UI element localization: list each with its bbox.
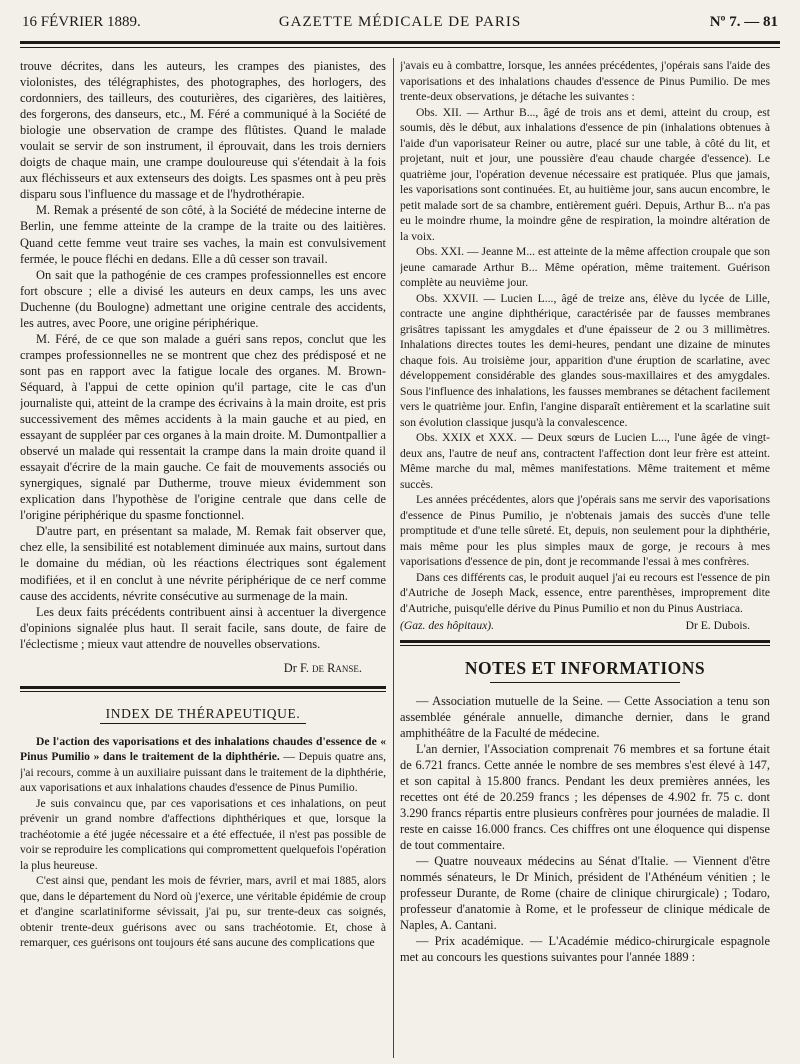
observation-paragraph: Obs. XXI. — Jeanne M... est atteinte de la même affection croupale que son jeune camarade Arthur B... Même opération, même traitement. Guérison complète au neuvième jour.: [400, 245, 770, 289]
issue-date: 16 FÉVRIER 1889.: [22, 14, 141, 30]
right-column: [400, 58, 770, 1058]
article-paragraph: Dans ces différents cas, le produit auquel j'ai eu recours est l'essence de pin d'Autriche de Joseph Mack, essence, entre parenthèses, improprement dite d'Autriche, puisqu'elle dérive du Pinus Pumilio et non du Pinus Austriaca.: [400, 570, 770, 615]
article-paragraph: Les deux faits précédents contribuent ainsi à accentuer la divergence d'opinions signalée plus haut. Il serait facile, sans doute, de faire de l'éclectisme ; mieux vaut attendre de nouvelles observations.: [20, 604, 386, 651]
note-paragraph: — Quatre nouveaux médecins au Sénat d'Italie. — Viennent d'être nommés sénateurs, le Dr Minich, président de l'Athénéum vénitien ; le professeur Durante, de Rome (chaire de clinique chirurgicale) ; Todaro, professeur d'anatomie à Rome, et le professeur de clinique médicale de Naples, A. Cantani.: [400, 854, 770, 933]
article-paragraph: M. Remak a présenté de son côté, à la Société de médecine interne de Berlin, une femme atteinte de la crampe de la traite ou des laitières. Quand cette femme veut traire ses vaches, la main est convulsivement fermée, le pouce fléchi en dedans. Elle a dû cesser son travail.: [20, 203, 386, 266]
observation-paragraph: Obs. XXVII. — Lucien L..., âgé de treize ans, élève du lycée de Lille, contracte une angine diphthérique, caractérisée par de fausses membranes grisâtres tapissant les amygdales et d'une épaisseur de 2 ou 3 millimètres. Inhalations directes toutes les demi-heures, pendant une dizaine de minutes chaque fois. Au troisième jour, apparition d'une éruption de scarlatine, avec développement considérable des glandes sous-maxillaires et des amygdales. Sous l'influence des inhalations, les fausses membranes se détachent facilement vers le quatrième jour. Enfin, l'angine disparaît entièrement et la scarlatine suit son évolution classique jusqu'à la convalescence.: [400, 291, 770, 429]
article-paragraph: M. Féré, de ce que son malade a guéri sans repos, conclut que les crampes professionnelles ne se montrent que chez des prédisposé et ne sont pas en rapport avec la fatigue locale des organes. M. Brown-Séquard, à l'appui de cette opinion qu'il partage, cite le cas d'un journaliste qui, atteint de la crampe des écrivains à la main droite, est pris successivement des mêmes accidents à la main gauche et au pied, en essayant de suppléer par ces organes à la main droite. M. Dumontpallier a observé un malade qui ressentait la crampe dans la main droite quand il essayait d'écrire de la main gauche. Ce fait de mouvements associés ou synergiques, signalé par Dutherme, trouve mieux évidemment son explication dans l'hypothèse de l'origine centrale que dans celle de l'origine périphérique du spasme fonctionnel.: [20, 331, 386, 523]
left-column: [20, 58, 386, 1058]
signature-prefix: Dr: [283, 660, 300, 675]
observation-paragraph: Obs. XII. — Arthur B..., âgé de trois ans et demi, atteint du croup, est soumis, dès le début, aux inhalations d'essence de pin (inhalations obtenues à l'aide d'un vaporisateur Reiner ou autre, placé sur une table, à côté du lit, et projetant, nuit et jour, une poussière d'eau chaude chargée d'essence). Le quatrième jour, l'opération devenue nécessaire est pratiquée. Plus que jamais, les vaporisations sont continuées. Et, au huitième jour, sans aucun encombre, le petit malade sort de sa chambre, entièrement guéri. Depuis, Arthur B... n'a pas eu le moindre rhume, la moindre gêne de respiration, la moindre altération de la voix.: [400, 105, 770, 243]
article-signature: [20, 660, 386, 676]
source-line: [400, 618, 770, 634]
article-paragraph: trouve décrites, dans les auteurs, les crampes des pianistes, des violonistes, des télégraphistes, des photographes, des horlogers, des cordonniers, des tailleurs, des couturières, des cigarières, des laitières, des forgerons, des danseurs, etc., M. Féré a communiqué à la Société de biologie une observation de crampe des flûtistes. Quand le malade voulait se servir de son instrument, il éprouvait, dans les trois derniers doigts de chaque main, une crampe douloureuse qui s'étendait à la fois aux fléchisseurs et aux extenseurs des doigts. Les spasmes ont à peu près disparu sous l'influence du massage et de l'hydrothérapie.: [20, 59, 386, 202]
section-divider: [20, 686, 386, 692]
section-title-notes: NOTES ET INFORMATIONS: [464, 657, 706, 678]
article-paragraph: Les années précédentes, alors que j'opérais sans me servir des vaporisations d'essence de Pinus Pumilio, je n'obtenais jamais des succès d'une telle promptitude et d'une telle sûreté. Et, depuis, non seulement pour la diphthérie, mais même pour les plus simples maux de gorge, je recours à mes vaporisations d'essence de pin, dont je recommande l'essai à mes confrères.: [400, 493, 770, 568]
note-paragraph: L'an dernier, l'Association comprenait 76 membres et sa fortune était de 6.721 francs. Cette année le nombre de ses membres s'est élevé à 147, et son capital à 15.800 francs. Pendant les deux premières années, les recettes ont été de 20.259 francs ; les dépenses de 4.902 fr. 75 c. dont 3.290 francs répartis entre plusieurs confrères pour journées de maladie. Il reste en caisse 16.000 francs. Ces chiffres ont une éloquence qui dispense de tout commentaire.: [400, 741, 770, 852]
article-paragraph: j'avais eu à combattre, lorsque, les années précédentes, j'opérais sans l'aide des vaporisations et des inhalations chaudes d'essence de Pinus Pumilio. De mes trente-deux observations, je détache les suivantes :: [400, 59, 770, 103]
source-author: Dr E. Dubois.: [685, 619, 750, 632]
issue-page-number: Nº 7. — 81: [709, 14, 778, 30]
title-underline: [490, 682, 680, 683]
section-divider: [400, 640, 770, 646]
column-divider: [393, 58, 394, 1058]
header-rule-thin: [20, 47, 780, 48]
source-reference: (Gaz. des hôpitaux).: [400, 619, 495, 632]
index-paragraph: Je suis convaincu que, par ces vaporisations et ces inhalations, on peut prévenir un grand nombre d'affections diphthériques et que, lorsque la trachéotomie a été jugée nécessaire et a été effectuée, il n'est pas possible de voir se reproduire les complications qui compromettent quelquefois l'opération la plus heureuse.: [20, 796, 386, 872]
section-title-text: INDEX DE THÉRAPEUTIQUE.: [100, 706, 307, 724]
journal-title: GAZETTE MÉDICALE DE PARIS: [278, 14, 522, 30]
page-header: [22, 10, 778, 32]
section-title-therapeutique: [20, 706, 386, 722]
observation-paragraph: Obs. XXIX et XXX. — Deux sœurs de Lucien L..., l'une âgée de vingt-deux ans, l'autre de neuf ans, contractent l'affection dont leur frère est atteint. Même marche du mal, mêmes manifestations. Même traitement et même succès.: [400, 431, 770, 491]
header-rule-thick: [20, 41, 780, 44]
index-paragraph: C'est ainsi que, pendant les mois de février, mars, avril et mai 1885, alors que, dans le département du Nord où j'exerce, une véritable épidémie de croup et d'angine scarlatiniforme sévissait, j'ai pu, sur trente-deux cas soignés, obtenir trente-deux guérisons avec ou sans trachéotomie. Et, chose à remarquer, ces guérisons ont toujours été sans aucune des complications que: [20, 874, 386, 950]
index-first-text: — Depuis quatre ans, j'ai recours, comme à un auxiliaire puissant dans le traitement de la diphthérie, aux vaporisations et aux inhalations chaudes d'essence de Pinus Pumilio.: [20, 750, 386, 795]
signature-name: F. de Ranse.: [299, 660, 362, 675]
article-paragraph: D'autre part, en présentant sa malade, M. Remak fait observer que, chez elle, la sensibilité est notablement diminuée aux mains, surtout dans le domaine du médian, où les réactions électriques sont également modifiées, et il en conclut à une névrite périphérique de ce nerf comme cause des accidents, névrite consécutive au surmenage de la main.: [20, 524, 386, 603]
note-paragraph: — Association mutuelle de la Seine. — Cette Association a tenu son assemblée générale annuelle, dimanche dernier, dans le grand amphithéâtre de la Faculté de médecine.: [400, 693, 770, 740]
note-paragraph: — Prix académique. — L'Académie médico-chirurgicale espagnole met au concours les questions suivantes pour l'année 1889 :: [400, 934, 770, 965]
article-paragraph: On sait que la pathogénie de ces crampes professionnelles est encore fort obscure ; elle a divisé les auteurs en deux camps, les uns avec Duchenne (du Boulogne) admettant une origine centrale des accidents, les autres, avec Poore, une origine périphérique.: [20, 267, 386, 330]
index-lead-paragraph: [20, 734, 386, 796]
index-heading: De l'action des vaporisations et des inhalations chaudes d'essence de « Pinus Pumilio » dans le traitement de la diphthérie.: [20, 734, 386, 764]
